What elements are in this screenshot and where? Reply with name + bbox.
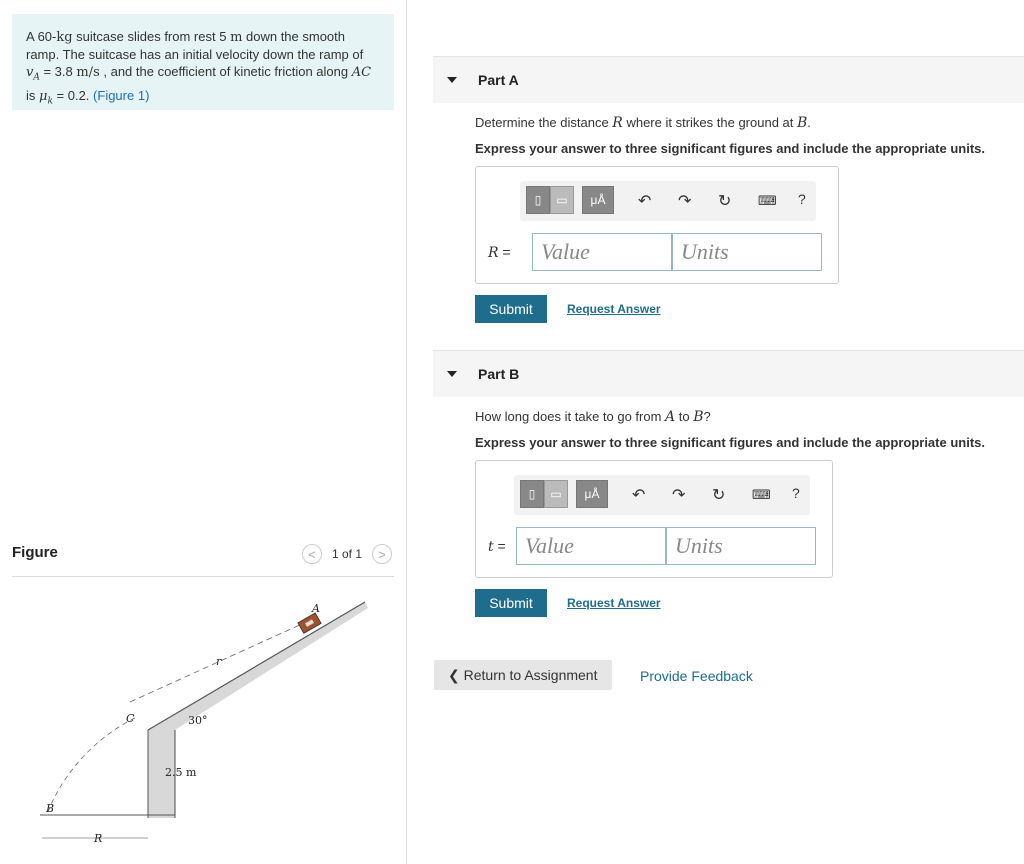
question-text: ? xyxy=(703,409,711,424)
figure-title: Figure xyxy=(12,544,58,561)
keyboard-icon[interactable]: ⌨ xyxy=(752,487,771,502)
question-text: Determine the distance xyxy=(475,115,613,130)
redo-icon[interactable]: ↷ xyxy=(672,487,686,504)
equals-sign: = xyxy=(493,538,506,554)
return-to-assignment-button[interactable] xyxy=(434,660,612,690)
unit-ms: m/s xyxy=(76,65,100,80)
problem-text: = 3.8 xyxy=(39,64,77,79)
problem-text: down the smooth ramp. The suitcase has an initial velocity down the ramp of xyxy=(26,29,364,62)
var-v-sub: A xyxy=(33,72,40,83)
part-b-request-answer-link[interactable]: Request Answer xyxy=(567,596,661,610)
value-input[interactable]: Value xyxy=(532,233,672,271)
question-text: to xyxy=(675,409,694,424)
template-button[interactable]: ▯ xyxy=(526,186,550,214)
chevron-left-icon: < xyxy=(308,546,316,562)
help-icon[interactable]: ? xyxy=(792,485,800,501)
unit-kg: kg xyxy=(56,30,73,45)
mu-angstrom-icon: μÅ xyxy=(584,487,600,501)
label-angle: 30° xyxy=(188,714,208,727)
collapse-triangle-icon xyxy=(447,371,457,377)
problem-text: = 0.2. xyxy=(52,87,94,103)
math-toolbar xyxy=(520,181,816,221)
question-text: . xyxy=(807,115,811,130)
question-var: A xyxy=(665,409,676,425)
fraction-button[interactable]: ▭ xyxy=(550,186,574,214)
reset-icon[interactable]: ↻ xyxy=(712,487,726,504)
problem-text: , and the coefficient of kinetic friction along xyxy=(99,64,352,79)
part-b-header[interactable] xyxy=(433,350,1024,397)
part-a-answer-box xyxy=(475,166,839,284)
part-b-submit-button[interactable]: Submit xyxy=(475,589,547,617)
part-a-request-answer-link[interactable]: Request Answer xyxy=(567,302,661,316)
unit-m: m xyxy=(230,30,243,45)
reset-icon[interactable]: ↻ xyxy=(718,193,732,210)
provide-feedback-link[interactable]: Provide Feedback xyxy=(640,668,753,684)
math-toolbar xyxy=(514,475,810,515)
return-label: Return to Assignment xyxy=(463,667,598,683)
mu-angstrom-icon: μÅ xyxy=(590,193,606,207)
part-a-label: Part A xyxy=(478,72,519,88)
var-mu-sub: k xyxy=(47,96,53,107)
part-b-instructions: Express your answer to three significant figures and include the appropriate units. xyxy=(475,435,985,450)
fraction-button[interactable]: ▭ xyxy=(544,480,568,508)
part-b-answer-box xyxy=(475,460,833,578)
question-text: How long does it take to go from xyxy=(475,409,666,424)
collapse-triangle-icon xyxy=(447,77,457,83)
undo-icon[interactable]: ↶ xyxy=(638,193,652,210)
question-var: B xyxy=(693,409,704,425)
help-icon[interactable]: ? xyxy=(798,191,806,207)
chevron-right-icon: > xyxy=(378,546,386,562)
figure-link[interactable]: (Figure 1) xyxy=(93,87,150,103)
redo-icon[interactable]: ↷ xyxy=(678,193,692,210)
part-a-header[interactable] xyxy=(433,56,1024,103)
figure-page-count: 1 of 1 xyxy=(331,547,362,561)
trajectory-path xyxy=(48,718,135,812)
label-a: A xyxy=(312,602,320,615)
var-ac: AC xyxy=(351,65,372,80)
var-v: v xyxy=(26,65,34,80)
problem-text: A 60- xyxy=(26,29,57,44)
chevron-left-icon: ❮ xyxy=(448,667,464,683)
var-t: t xyxy=(488,539,494,555)
problem-text: is xyxy=(26,87,39,103)
label-height: 2.5 m xyxy=(165,766,197,779)
units-symbol-button[interactable] xyxy=(582,186,614,214)
next-figure-button[interactable] xyxy=(372,544,392,564)
part-b-question xyxy=(475,409,711,425)
keyboard-icon[interactable]: ⌨ xyxy=(758,193,777,208)
template-button[interactable]: ▯ xyxy=(520,480,544,508)
answer-pane xyxy=(407,0,1024,864)
label-b: B xyxy=(46,802,55,815)
units-input[interactable]: Units xyxy=(672,233,822,271)
label-c: C xyxy=(126,712,135,725)
answer-variable xyxy=(488,538,506,555)
prev-figure-button[interactable] xyxy=(302,544,322,564)
part-a-instructions: Express your answer to three significant figures and include the appropriate units. xyxy=(475,141,985,156)
var-mu: μ xyxy=(39,88,48,104)
question-var: B xyxy=(797,115,808,131)
part-a-question xyxy=(475,115,811,131)
figure-header xyxy=(12,540,394,577)
question-text: where it strikes the ground at xyxy=(622,115,797,130)
ramp-diagram xyxy=(30,590,380,854)
undo-icon[interactable]: ↶ xyxy=(632,487,646,504)
units-input[interactable]: Units xyxy=(666,527,816,565)
value-input[interactable]: Value xyxy=(516,527,666,565)
part-a-submit-button[interactable]: Submit xyxy=(475,295,547,323)
var-r: R xyxy=(488,245,499,261)
figure-pager xyxy=(302,544,392,564)
label-r: r xyxy=(216,655,222,668)
label-range: R xyxy=(94,832,103,845)
units-symbol-button[interactable] xyxy=(576,480,608,508)
problem-text: suitcase slides from rest 5 xyxy=(72,29,231,44)
part-b-label: Part B xyxy=(478,366,520,382)
answer-variable xyxy=(488,244,511,261)
problem-statement xyxy=(12,14,394,110)
ramp-surface xyxy=(148,602,365,730)
equals-sign: = xyxy=(498,244,511,260)
problem-pane xyxy=(0,0,407,864)
question-var: R xyxy=(612,115,623,131)
